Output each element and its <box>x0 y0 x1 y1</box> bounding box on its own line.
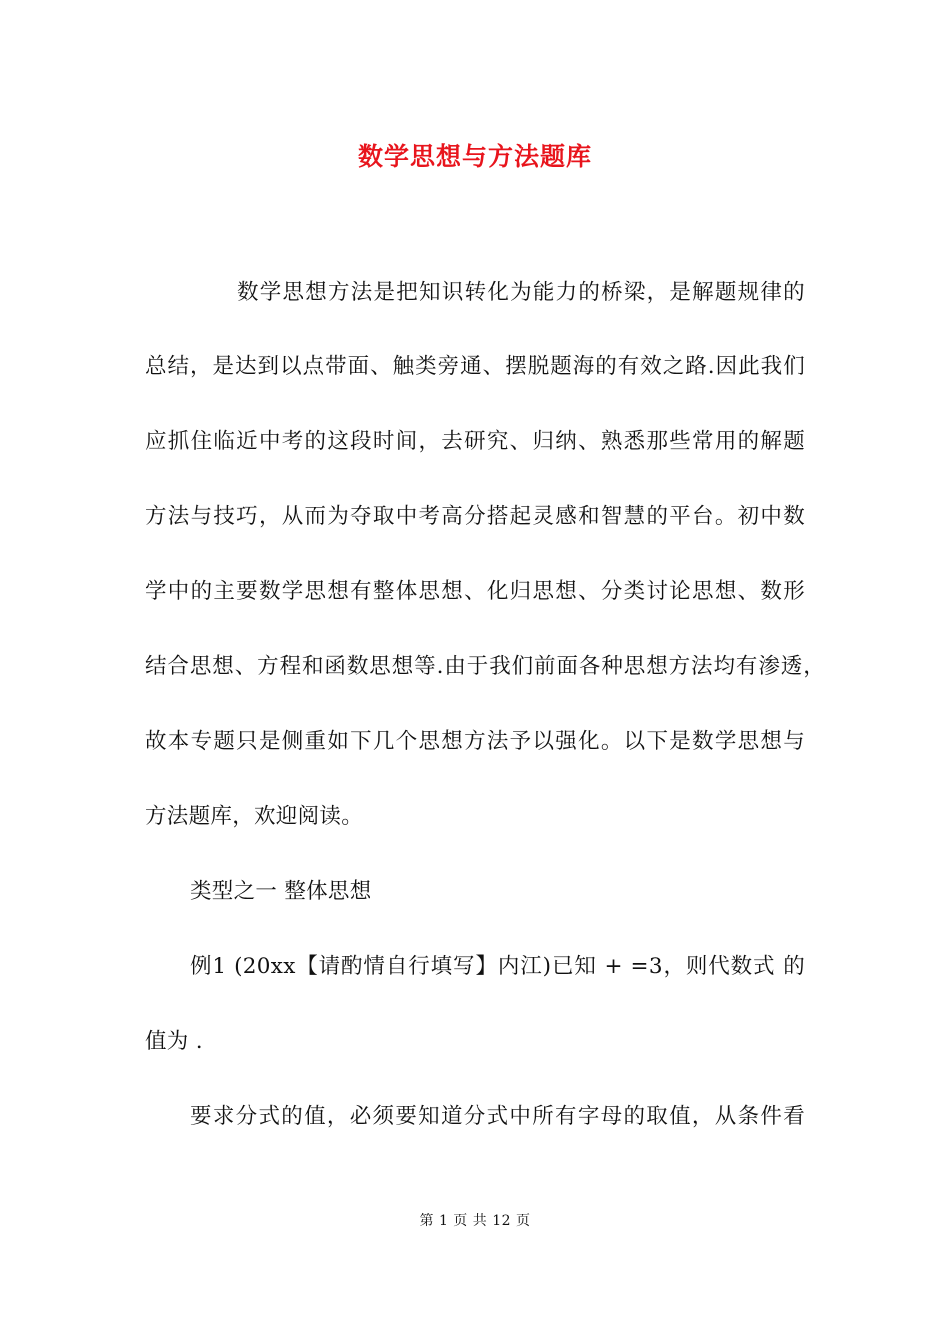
paragraph-line: 结合思想、方程和函数思想等.由于我们前面各种思想方法均有渗透， <box>145 654 825 679</box>
paragraph-line: 方法题库，欢迎阅读。 <box>145 804 364 829</box>
document-title: 数学思想与方法题库 <box>357 142 592 171</box>
example-line: 例1 (20xx【请酌情自行填写】内江)已知 + =3，则代数式 的 <box>190 954 805 979</box>
paragraph-line: 学中的主要数学思想有整体思想、化归思想、分类讨论思想、数形 <box>145 579 805 604</box>
example-line: 值为 . <box>145 1029 203 1054</box>
paragraph-line: 数学思想方法是把知识转化为能力的桥梁，是解题规律的 <box>237 280 805 305</box>
section-heading: 类型之一 整体思想 <box>190 879 372 904</box>
paragraph-line: 应抓住临近中考的这段时间，去研究、归纳、熟悉那些常用的解题 <box>145 429 805 454</box>
page-number: 第 1 页 共 12 页 <box>419 1213 531 1229</box>
paragraph-line: 故本专题只是侧重如下几个思想方法予以强化。以下是数学思想与 <box>145 729 805 754</box>
paragraph-line: 方法与技巧，从而为夺取中考高分搭起灵感和智慧的平台。初中数 <box>145 504 805 529</box>
paragraph-line: 总结，是达到以点带面、触类旁通、摆脱题海的有效之路.因此我们 <box>145 354 805 379</box>
paragraph-line: 要求分式的值，必须要知道分式中所有字母的取值，从条件看 <box>190 1104 805 1129</box>
